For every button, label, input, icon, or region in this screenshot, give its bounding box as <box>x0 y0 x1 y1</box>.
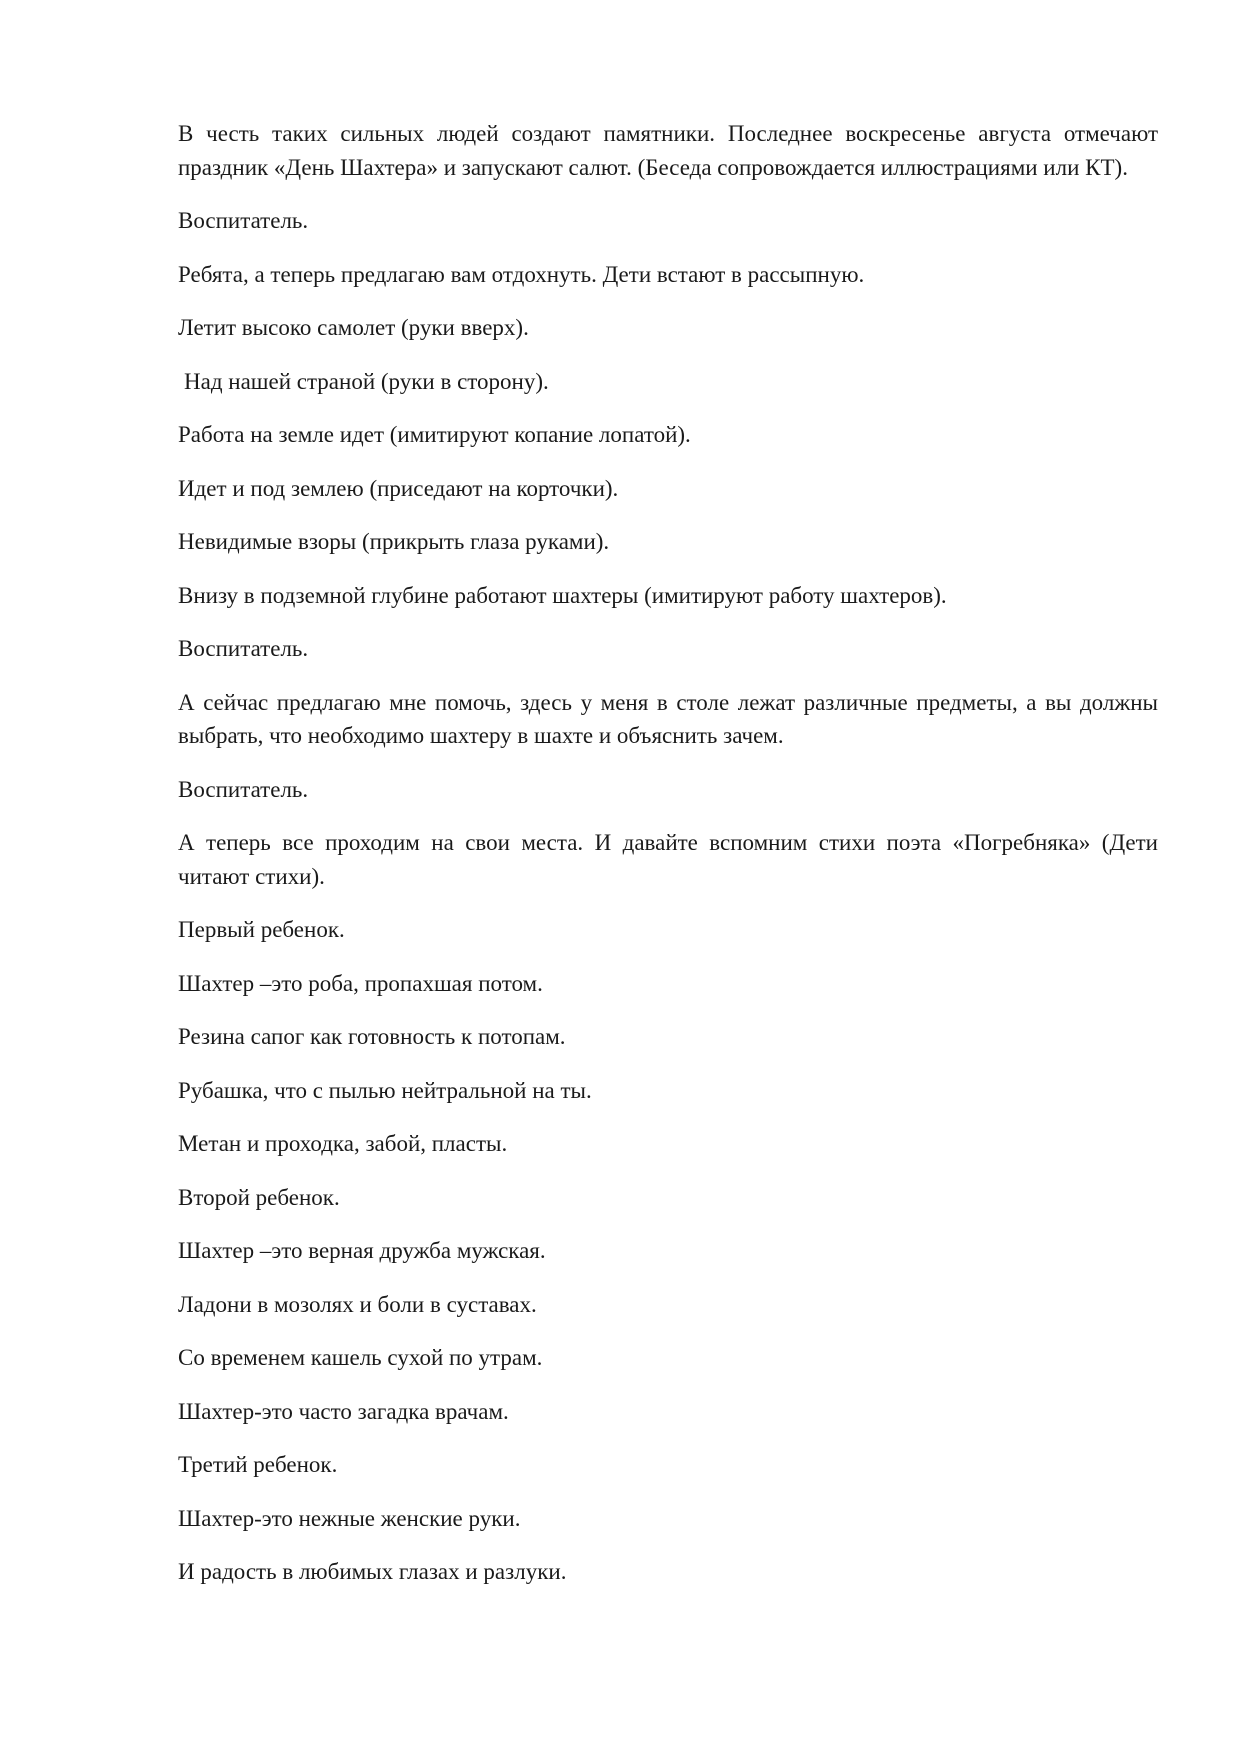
paragraph: А теперь все проходим на свои места. И давайте вспомним стихи поэта «Погребняка» (Дети читают стихи). <box>178 830 1158 889</box>
paragraph-poem-line: Ладони в мозолях и боли в суставах. <box>178 1291 537 1317</box>
paragraph-rhyme-line: Идет и под землею (приседают на корточки). <box>178 475 619 501</box>
paragraph-poem-line: Шахтер-это нежные женские руки. <box>178 1505 521 1531</box>
paragraph-rhyme-line: Невидимые взоры (прикрыть глаза руками). <box>178 529 610 554</box>
paragraph: Ребята, а теперь предлагаю вам отдохнуть. Дети встают в рассыпную. <box>178 261 865 287</box>
paragraph-poem-line: Шахтер –это роба, пропахшая потом. <box>178 970 543 996</box>
paragraph: А сейчас предлагаю мне помочь, здесь у меня в столе лежат различные предметы, а вы должны выбрать, что необходимо шахтеру в шахте и объяснить зачем. <box>178 689 1158 748</box>
paragraph-speaker: Третий ребенок. <box>178 1452 338 1477</box>
paragraph-speaker: Воспитатель. <box>178 776 309 802</box>
paragraph-poem-line: И радость в любимых глазах и разлуки. <box>178 1559 567 1584</box>
paragraph-poem-line: Рубашка, что с пылью нейтральной на ты. <box>178 1077 592 1103</box>
paragraph-poem-line: Резина сапог как готовность к потопам. <box>178 1024 566 1049</box>
paragraph-speaker: Первый ребенок. <box>178 917 345 942</box>
paragraph-rhyme-line: Над нашей страной (руки в сторону). <box>184 368 549 394</box>
paragraph-poem-line: Шахтер –это верная дружба мужская. <box>178 1238 546 1263</box>
paragraph-intro: В честь таких сильных людей создают памятники. Последнее воскресенье августа отмечают праздник «День Шахтера» и запускают салют. (Беседа сопровождается иллюстрациями или КТ). <box>178 121 1158 180</box>
paragraph-poem-line: Со временем кашель сухой по утрам. <box>178 1345 543 1370</box>
paragraph-speaker: Воспитатель. <box>178 208 309 233</box>
paragraph-speaker: Второй ребенок. <box>178 1184 340 1210</box>
paragraph-rhyme-line: Работа на земле идет (имитируют копание лопатой). <box>178 422 691 447</box>
paragraph-poem-line: Шахтер-это часто загадка врачам. <box>178 1398 509 1424</box>
paragraph-speaker: Воспитатель. <box>178 636 309 661</box>
document-body <box>178 117 1158 1609</box>
paragraph-rhyme-line: Летит высоко самолет (руки вверх). <box>178 315 529 340</box>
paragraph-rhyme-line: Внизу в подземной глубине работают шахтеры (имитируют работу шахтеров). <box>178 582 947 608</box>
paragraph-poem-line: Метан и проходка, забой, пласты. <box>178 1131 508 1156</box>
